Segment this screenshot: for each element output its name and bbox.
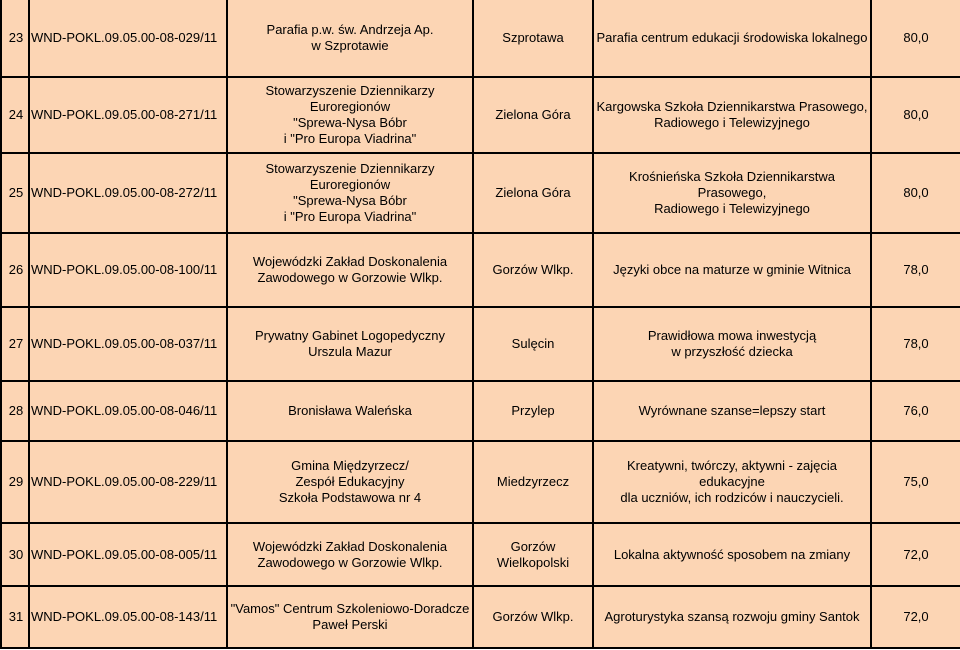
project-title: Krośnieńska Szkoła Dziennikarstwa Prasowego, Radiowego i Telewizyjnego — [593, 153, 871, 233]
application-number: WND-POKL.09.05.00-08-272/11 — [29, 153, 227, 233]
row-number: 29 — [1, 441, 29, 523]
project-score: 80,0 — [871, 153, 960, 233]
project-title: Parafia centrum edukacji środowiska lokalnego — [593, 0, 871, 77]
project-title: Kargowska Szkoła Dziennikarstwa Prasowego, Radiowego i Telewizyjnego — [593, 77, 871, 153]
row-number: 30 — [1, 523, 29, 586]
project-score: 76,0 — [871, 381, 960, 441]
application-number: WND-POKL.09.05.00-08-029/11 — [29, 0, 227, 77]
project-score: 72,0 — [871, 586, 960, 648]
application-number: WND-POKL.09.05.00-08-229/11 — [29, 441, 227, 523]
application-number: WND-POKL.09.05.00-08-271/11 — [29, 77, 227, 153]
project-score: 78,0 — [871, 233, 960, 307]
applicant-city: Zielona Góra — [473, 153, 593, 233]
applicant-name: Stowarzyszenie Dziennikarzy Euroregionów "Sprewa-Nysa Bóbr i "Pro Europa Viadrina" — [227, 77, 473, 153]
applicant-city: Gorzów Wlkp. — [473, 233, 593, 307]
row-number: 28 — [1, 381, 29, 441]
table-row — [1, 441, 960, 523]
applicant-city: Miedzyrzecz — [473, 441, 593, 523]
applicant-name: Gmina Międzyrzecz/ Zespół Edukacyjny Szkoła Podstawowa nr 4 — [227, 441, 473, 523]
applicant-name: Stowarzyszenie Dziennikarzy Euroregionów "Sprewa-Nysa Bóbr i "Pro Europa Viadrina" — [227, 153, 473, 233]
table-row — [1, 523, 960, 586]
applicant-name: "Vamos" Centrum Szkoleniowo-Doradcze Paweł Perski — [227, 586, 473, 648]
row-number: 25 — [1, 153, 29, 233]
applicant-city: Szprotawa — [473, 0, 593, 77]
applicant-name: Bronisława Waleńska — [227, 381, 473, 441]
application-number: WND-POKL.09.05.00-08-046/11 — [29, 381, 227, 441]
application-number: WND-POKL.09.05.00-08-143/11 — [29, 586, 227, 648]
table-row — [1, 153, 960, 233]
project-title: Języki obce na maturze w gminie Witnica — [593, 233, 871, 307]
row-number: 26 — [1, 233, 29, 307]
application-number: WND-POKL.09.05.00-08-037/11 — [29, 307, 227, 381]
project-score: 80,0 — [871, 77, 960, 153]
applicant-city: Sulęcin — [473, 307, 593, 381]
project-title: Prawidłowa mowa inwestycją w przyszłość dziecka — [593, 307, 871, 381]
applicant-city: Przylep — [473, 381, 593, 441]
table-row — [1, 586, 960, 648]
project-title: Agroturystyka szansą rozwoju gminy Santok — [593, 586, 871, 648]
applicant-name: Parafia p.w. św. Andrzeja Ap. w Szprotawie — [227, 0, 473, 77]
row-number: 27 — [1, 307, 29, 381]
applicant-name: Wojewódzki Zakład Doskonalenia Zawodowego w Gorzowie Wlkp. — [227, 523, 473, 586]
project-score: 72,0 — [871, 523, 960, 586]
project-score: 78,0 — [871, 307, 960, 381]
project-title: Lokalna aktywność sposobem na zmiany — [593, 523, 871, 586]
project-title: Wyrównane szanse=lepszy start — [593, 381, 871, 441]
row-number: 23 — [1, 0, 29, 77]
applicant-city: Gorzów Wielkopolski — [473, 523, 593, 586]
applicant-city: Gorzów Wlkp. — [473, 586, 593, 648]
table-row — [1, 77, 960, 153]
row-number: 31 — [1, 586, 29, 648]
table-row — [1, 233, 960, 307]
project-score: 80,0 — [871, 0, 960, 77]
table-row — [1, 307, 960, 381]
project-title: Kreatywni, twórczy, aktywni - zajęcia edukacyjne dla uczniów, ich rodziców i nauczycieli. — [593, 441, 871, 523]
applicant-city: Zielona Góra — [473, 77, 593, 153]
applicant-name: Wojewódzki Zakład Doskonalenia Zawodowego w Gorzowie Wlkp. — [227, 233, 473, 307]
table-row — [1, 381, 960, 441]
row-number: 24 — [1, 77, 29, 153]
project-score: 75,0 — [871, 441, 960, 523]
applicant-name: Prywatny Gabinet Logopedyczny Urszula Mazur — [227, 307, 473, 381]
table-row — [1, 0, 960, 77]
application-number: WND-POKL.09.05.00-08-005/11 — [29, 523, 227, 586]
application-number: WND-POKL.09.05.00-08-100/11 — [29, 233, 227, 307]
